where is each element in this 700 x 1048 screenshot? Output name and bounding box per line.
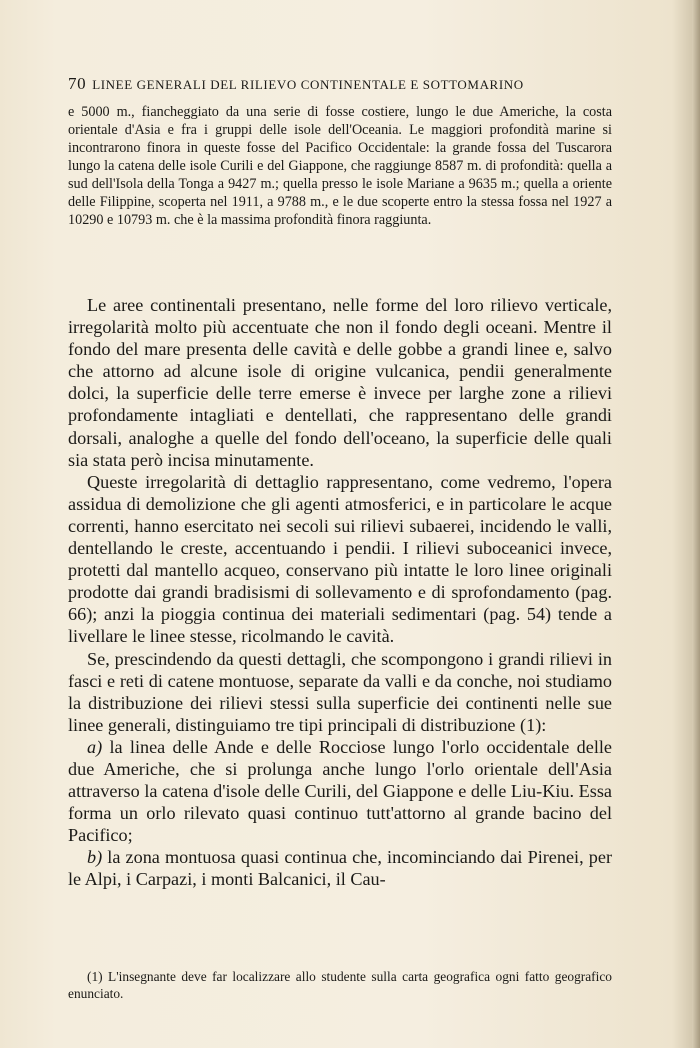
- page-edge: [692, 0, 700, 1048]
- running-header: [68, 74, 616, 94]
- paragraph-1: Le aree continentali presentano, nelle forme del loro rilievo verticale, irregolarità molto più accentuate che non il fondo degli oceani. Mentre il fondo del mare presenta delle cavità e delle gobbe a grandi linee e, salvo che attorno ad alcune isole di origine vulcanica, pendii generalmente dolci, la superficie delle terre emerse è invece per larghe zone a rilievi profondamente intagliati e dentellati, che rappresentano delle grandi dorsali, analoghe a quelle del fondo dell'oceano, la superficie delle quali sia stata però incisa minutamente.: [68, 295, 612, 470]
- list-text-b: la zona montuosa quasi continua che, incominciando dai Pirenei, per le Alpi, i Carpazi, i monti Balcanici, il Cau-: [68, 847, 612, 890]
- paragraph-2: Queste irregolarità di dettaglio rappresentano, come vedremo, l'opera assidua di demolizione che gli agenti atmosferici, e in particolare le acque correnti, hanno esercitato nei secoli sui rilievi subaerei, incidendo le valli, dentellando le creste, accentuando i pendii. I rilievi suboceanici invece, protetti dal mantello acqueo, conservano più intatte le loro linee originali prodotte dai grandi bradisismi di sollevamento e di sprofondamento (pag. 66); anzi la pioggia continua dei materiali sedimentari (pag. 54) tende a livellare le linee stesse, ricolmando le cavità.: [68, 471, 612, 647]
- list-marker-a: a): [87, 736, 103, 757]
- running-title: LINEE GENERALI DEL RILIEVO CONTINENTALE E SOTTOMARINO: [92, 77, 524, 92]
- list-item-b: [68, 846, 612, 890]
- small-print-block: [68, 103, 612, 229]
- paragraph-3: Se, prescindendo da questi dettagli, che scompongono i grandi rilievi in fasci e reti di catene montuose, separate da valli e da conche, noi studiamo la distribuzione dei rilievi stessi sulla superficie dei continenti nelle sue linee generali, distinguiamo tre tipi principali di distribuzione (1):: [68, 648, 612, 735]
- page-number: 70: [68, 74, 87, 93]
- main-text: [68, 294, 612, 891]
- footnote-text: (1) L'insegnante deve far localizzare allo studente sulla carta geografica ogni fatto geografico enunciato.: [68, 969, 612, 1001]
- list-item-a: [68, 736, 612, 846]
- list-text-a: la linea delle Ande e delle Rocciose lungo l'orlo occidentale delle due Americhe, che si prolunga anche lungo l'orlo orientale dell'Asia attraverso la catena d'isole delle Curili, del Giappone e delle Liu-Kiu. Essa forma un orlo rilevato quasi continuo tutt'attorno al grande bacino del Pacifico;: [68, 736, 612, 846]
- footnote: [68, 968, 612, 1002]
- list-marker-b: b): [87, 847, 103, 868]
- small-paragraph: e 5000 m., fiancheggiato da una serie di fosse costiere, lungo le due Americhe, la costa orientale d'Asia e fra i gruppi delle isole dell'Oceania. Le maggiori profondità marine si incontrarono finora in queste fosse del Pacifico Occidentale: la grande fossa del Tuscarora lungo la catena delle isole Curili e del Giappone, che raggiunge 8587 m. di profondità: quella a sud dell'Isola della Tonga a 9427 m.; quella presso le isole Mariane a 9635 m.; quella a oriente delle Filippine, scoperta nel 1911, a 9788 m., e le due scoperte entro la stessa fossa nel 1927 a 10290 e 10793 m. che è la massima profondità finora raggiunta.: [68, 104, 612, 228]
